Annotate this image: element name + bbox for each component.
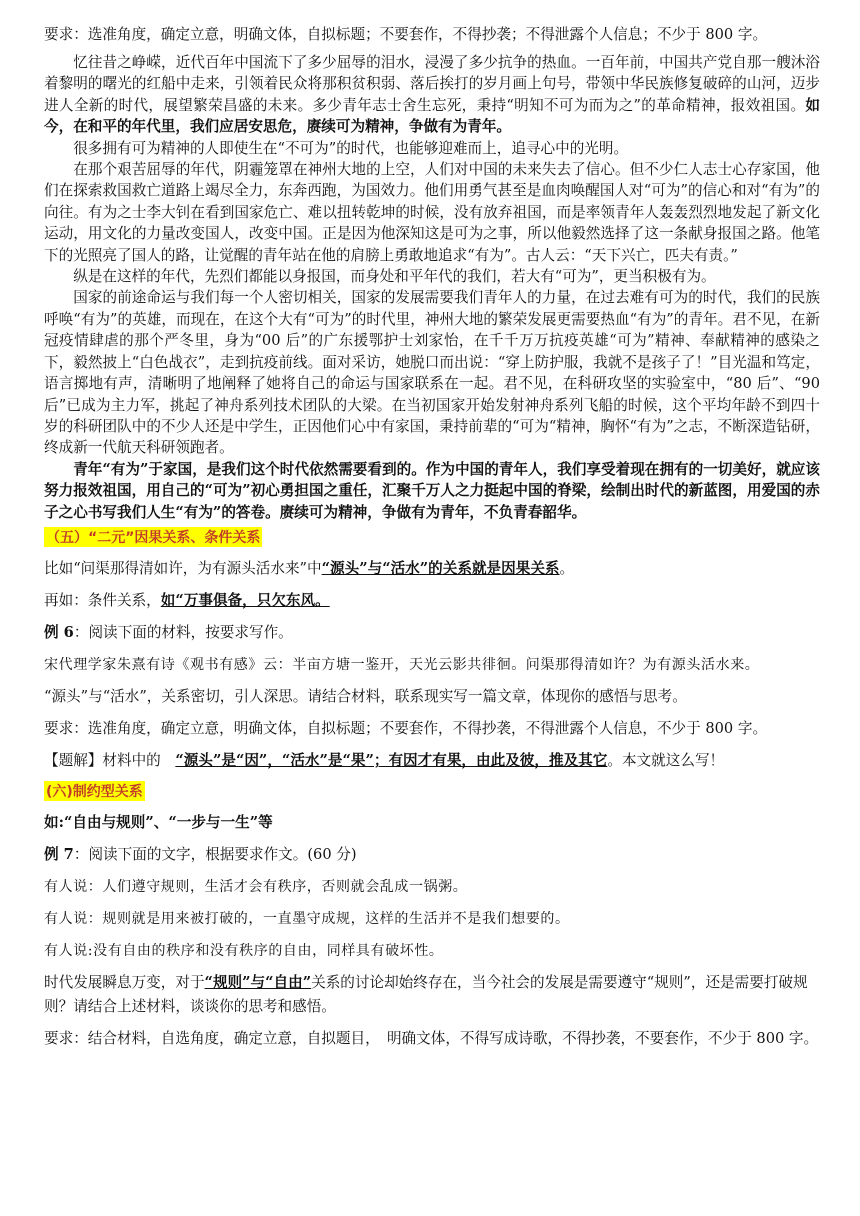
essay-p1-thesis: 如今，在和平的年代里，我们应居安思危，赓续可为精神，争做有为青年。 [44, 96, 820, 136]
example-7-quote-1: 有人说：人们遵守规则，生活才会有秩序，否则就会乱成一锅粥。 [44, 878, 468, 895]
essay-p1-text: 忆往昔之峥嵘，近代百年中国流下了多少屈辱的泪水，浸漫了多少抗争的热血。一百年前，中国共产党自那一艘沐浴着黎明的曙光的红船中走来，引领着民众将那积贫积弱、落后挨打的岁月画上句号，带领中华民族修复破碎的山河，迈步进人全新的时代，展望繁荣昌盛的未来。多少青年志士舍生忘死，秉持“明知不可为而为之”的革命精神，报效祖国。 [44, 54, 820, 114]
sec5-example-underlined: “源头”与“活水”的关系就是因果关系 [321, 559, 560, 577]
essay-paragraph-4: 纵是在这样的年代，先烈们都能以身报国，而身处和平年代的我们，若大有“可为”，更当积极有为。 [73, 268, 716, 286]
sec5-example-end: 。 [559, 559, 575, 577]
example-6-requirement: 要求：选准角度，确定立意，明确文体，自拟标题；不要套作，不得抄袭，不得泄露个人信息，不少于 800 字。 [44, 719, 768, 737]
solution-label: 【题解】 [44, 751, 103, 769]
example-7-prompt [44, 971, 820, 1019]
example-7-label: 例 7 [44, 845, 74, 863]
example-7-prompt-text: 时代发展瞬息万变，对于 [44, 973, 205, 991]
example-6-solution [44, 749, 820, 773]
example-7-prompt-underlined: “规则”与“自由” [204, 973, 312, 991]
essay-paragraph-2: 很多拥有可为精神的人即使生在“不可为”的时代，也能够迎难而上，追寻心中的光明。 [73, 139, 629, 157]
essay-requirement: 要求：选准角度，确定立意，明确文体，自拟标题；不要套作，不得抄袭；不得泄露个人信息；不少于 800 字。 [44, 26, 768, 43]
sec5-condition-underlined: 如“万事俱备，只欠东风。 [160, 591, 330, 609]
example-6-poem: 宋代理学家朱熹有诗《观书有感》云：半亩方塘一鉴开，天光云影共徘徊。问渠那得清如许？为有源头活水来。 [44, 656, 760, 673]
sample-essay [44, 52, 820, 523]
example-6-instruction: ：阅读下面的材料，按要求写作。 [73, 623, 293, 641]
example-6-prompt: “源头”与“活水”，关系密切，引人深思。请结合材料，联系现实写一篇文章，体现你的感悟与思考。 [44, 687, 687, 705]
example-7-quote-2: 有人说：规则就是用来被打破的，一直墨守成规，这样的生活并不是我们想要的。 [44, 910, 570, 927]
solution-end: 。本文就这么写！ [607, 751, 725, 769]
essay-paragraph-3: 在那个艰苦屈辱的年代，阴霾笼罩在神州大地的上空，人们对中国的未来失去了信心。但不少仁人志士心存家国，他们在探索救国救亡道路上竭尽全力，东奔西跑，为国效力。他们用勇气甚至是血肉唤醒国人对“可为”的信心和对“有为”的向往。有为之士李大钊在看到国家危亡、难以扭转乾坤的时候，没有放弃祖国，而是率领青年人轰轰烈烈地发起了新文化运动，用文化的力量改变国人，改变中国。正是因为他深知这是可为之事，所以他毅然选择了这一条献身报国之路。他笔下的光照亮了国人的路，让觉醒的青年站在他的肩膀上勇敢地追求“有为”。古人云：“天下兴亡，匹夫有责。” [44, 161, 820, 264]
sec5-condition-text: 再如：条件关系， [44, 591, 161, 609]
example-7-header [44, 843, 820, 867]
essay-paragraph-6: 青年“有为”于家国，是我们这个时代依然需要看到的。作为中国的青年人，我们享受着现在拥有的一切美好，就应该努力报效祖国，用自己的“可为”初心勇担国之重任，汇聚千万人之力挺起中国的脊梁，绘制出时代的新蓝图，用爱国的赤子之心书写我们人生“有为”的答卷。赓续可为精神，争做有为青年，不负青春韶华。 [44, 460, 820, 521]
sec5-example [44, 557, 820, 581]
solution-underlined: “源头”是“因”，“活水”是“果”；有因才有果，由此及彼，推及其它 [175, 751, 608, 769]
sec5-example-text: 比如“问渠那得清如许，为有源头活水来”中 [44, 559, 322, 577]
sec5-condition [44, 589, 820, 613]
example-6-label: 例 6 [44, 623, 74, 641]
example-7-prompt-rest: 关系的讨论却始终存在，当今社会的发展是需要遵守“规则”，还是需要打破规则？请结合上述材料，谈谈你的思考和感悟。 [44, 973, 808, 1015]
section-6-heading: (六)制约型关系 [44, 781, 145, 801]
sec6-subtitle: 如:“自由与规则”、“一步与一生”等 [44, 813, 273, 831]
section-5-heading: （五）“二元”因果关系、条件关系 [44, 527, 262, 547]
example-6-header [44, 621, 820, 645]
example-7-instruction: ：阅读下面的文字，根据要求作文。(60 分) [73, 845, 357, 863]
example-7-requirement: 要求：结合材料，自选角度，确定立意，自拟题目， 明确文体，不得写成诗歌，不得抄袭，不要套作，不少于 800 字。 [44, 1029, 819, 1047]
essay-paragraph-1 [44, 52, 820, 138]
solution-text: 材料中的 [102, 751, 176, 769]
document-page [44, 24, 820, 1059]
essay-paragraph-5: 国家的前途命运与我们每一个人密切相关，国家的发展需要我们青年人的力量，在过去难有可为的时代，我们的民族呼唤“有为”的英雄，而现在，在这个大有“可为”的时代里，神州大地的繁荣发展更需要热血“有为”的青年。君不见，在新冠疫情肆虐的那个严冬里，身为“00 后”的广东援鄂护士刘家怡，在千千万万抗疫英雄“可为”精神、奉献精神的感染之下，毅然披上“白色战衣”，走到抗疫前线。面对采访，她脱口而出说：“穿上防护服，我就不是孩子了！”目光温和笃定，语言掷地有声，清晰明了地阐释了她将自己的命运与国家联系在一起。君不见，在科研攻坚的实验室中，“80 后”、“90 后”已成为主力军，挑起了神舟系列技术团队的大梁。在当初国家开始发射神舟系列飞船的时候，这个平均年龄不到四十岁的科研团队中的不少人还是中学生，正因他们心中有家国，秉持前辈的“可为“精神，胸怀“有为”之志，不断深造钻研，终成新一代航天科研领跑者。 [44, 289, 820, 457]
example-7-quote-3: 有人说:没有自由的秩序和没有秩序的自由，同样具有破坏性。 [44, 942, 444, 959]
